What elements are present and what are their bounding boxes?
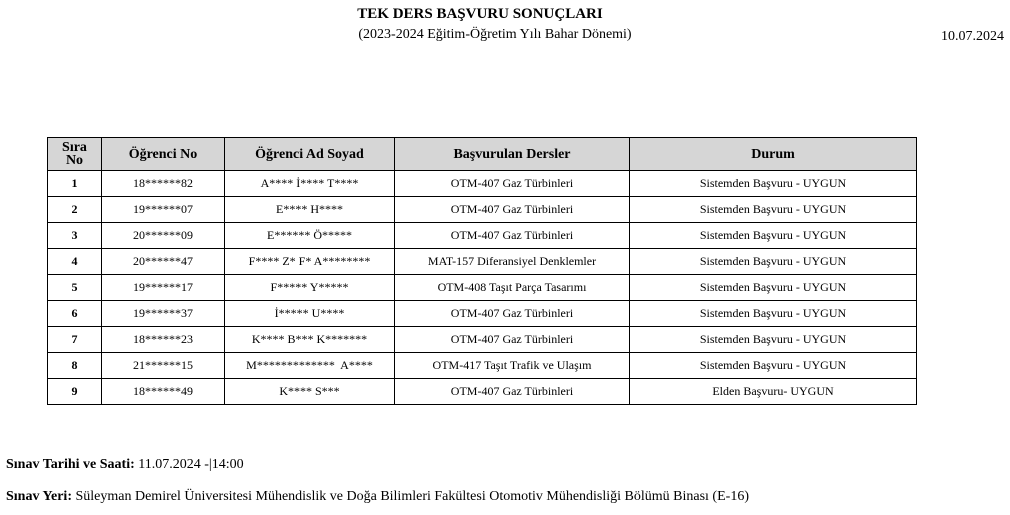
document-title: TEK DERS BAŞVURU SONUÇLARI bbox=[357, 6, 603, 22]
course-name: OTM-408 Taşıt Parça Tasarımı bbox=[395, 275, 630, 301]
student-number: 18******49 bbox=[102, 379, 225, 405]
table-row bbox=[48, 197, 917, 223]
column-header-dersler: Başvurulan Dersler bbox=[395, 138, 630, 171]
row-number: 4 bbox=[48, 249, 102, 275]
table-row bbox=[48, 171, 917, 197]
table-row bbox=[48, 223, 917, 249]
results-table bbox=[47, 137, 917, 405]
student-name: İ***** U**** bbox=[225, 301, 395, 327]
table-header-row bbox=[48, 138, 917, 171]
course-name: MAT-157 Diferansiyel Denklemler bbox=[395, 249, 630, 275]
row-number: 3 bbox=[48, 223, 102, 249]
status: Sistemden Başvuru - UYGUN bbox=[630, 301, 917, 327]
row-number: 6 bbox=[48, 301, 102, 327]
exam-date-value: 11.07.2024 bbox=[138, 457, 201, 472]
column-header-ogrenci-no: Öğrenci No bbox=[102, 138, 225, 171]
student-number: 20******09 bbox=[102, 223, 225, 249]
student-name: E****** Ö***** bbox=[225, 223, 395, 249]
row-number: 2 bbox=[48, 197, 102, 223]
table-row bbox=[48, 275, 917, 301]
table-row bbox=[48, 379, 917, 405]
course-name: OTM-407 Gaz Türbinleri bbox=[395, 223, 630, 249]
exam-place-label: Sınav Yeri: bbox=[6, 489, 72, 504]
table-row bbox=[48, 353, 917, 379]
course-name: OTM-407 Gaz Türbinleri bbox=[395, 379, 630, 405]
row-number: 8 bbox=[48, 353, 102, 379]
exam-place-value: Süleyman Demirel Üniversitesi Mühendislik ve Doğa Bilimleri Fakültesi Otomotiv Mühendisliği Bölümü Binası (E-16) bbox=[75, 489, 749, 504]
student-number: 20******47 bbox=[102, 249, 225, 275]
student-name: K**** S*** bbox=[225, 379, 395, 405]
status: Sistemden Başvuru - UYGUN bbox=[630, 353, 917, 379]
column-header-sira-no: Sıra No bbox=[48, 138, 102, 171]
exam-place bbox=[6, 489, 749, 505]
exam-datetime bbox=[6, 457, 244, 473]
status: Sistemden Başvuru - UYGUN bbox=[630, 197, 917, 223]
status: Sistemden Başvuru - UYGUN bbox=[630, 249, 917, 275]
document-subtitle: (2023-2024 Eğitim-Öğretim Yılı Bahar Dönemi) bbox=[358, 27, 632, 42]
column-header-ad-soyad: Öğrenci Ad Soyad bbox=[225, 138, 395, 171]
status: Sistemden Başvuru - UYGUN bbox=[630, 223, 917, 249]
row-number: 1 bbox=[48, 171, 102, 197]
course-name: OTM-407 Gaz Türbinleri bbox=[395, 197, 630, 223]
student-name: E**** H**** bbox=[225, 197, 395, 223]
document-date: 10.07.2024 bbox=[941, 29, 1004, 44]
student-number: 18******23 bbox=[102, 327, 225, 353]
table-row bbox=[48, 327, 917, 353]
table-row bbox=[48, 249, 917, 275]
student-name: A**** İ**** T**** bbox=[225, 171, 395, 197]
student-number: 18******82 bbox=[102, 171, 225, 197]
status: Sistemden Başvuru - UYGUN bbox=[630, 275, 917, 301]
row-number: 5 bbox=[48, 275, 102, 301]
course-name: OTM-407 Gaz Türbinleri bbox=[395, 327, 630, 353]
status: Sistemden Başvuru - UYGUN bbox=[630, 171, 917, 197]
student-number: 19******37 bbox=[102, 301, 225, 327]
student-name: M************* A**** bbox=[225, 353, 395, 379]
student-name: K**** B*** K******* bbox=[225, 327, 395, 353]
student-name: F***** Y***** bbox=[225, 275, 395, 301]
course-name: OTM-417 Taşıt Trafik ve Ulaşım bbox=[395, 353, 630, 379]
exam-time-value: 14:00 bbox=[211, 457, 244, 472]
student-number: 21******15 bbox=[102, 353, 225, 379]
student-number: 19******07 bbox=[102, 197, 225, 223]
status: Sistemden Başvuru - UYGUN bbox=[630, 327, 917, 353]
course-name: OTM-407 Gaz Türbinleri bbox=[395, 301, 630, 327]
status: Elden Başvuru- UYGUN bbox=[630, 379, 917, 405]
column-header-durum: Durum bbox=[630, 138, 917, 171]
course-name: OTM-407 Gaz Türbinleri bbox=[395, 171, 630, 197]
exam-datetime-label: Sınav Tarihi ve Saati: bbox=[6, 457, 135, 472]
exam-time-separator: -| bbox=[204, 457, 212, 472]
table-row bbox=[48, 301, 917, 327]
student-name: F**** Z* F* A******** bbox=[225, 249, 395, 275]
student-number: 19******17 bbox=[102, 275, 225, 301]
row-number: 9 bbox=[48, 379, 102, 405]
row-number: 7 bbox=[48, 327, 102, 353]
